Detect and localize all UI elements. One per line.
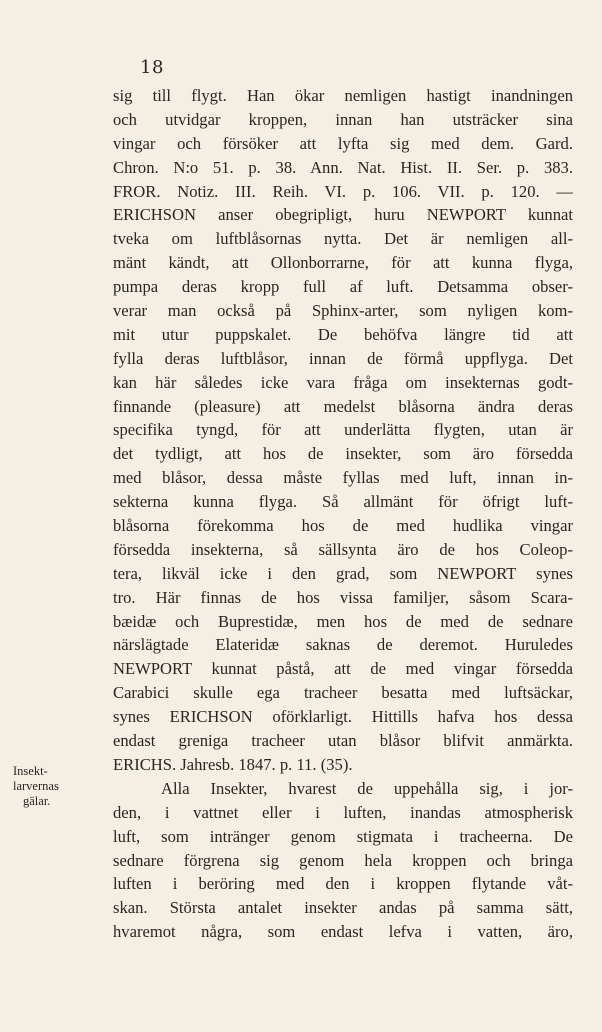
- text-line: tera, likväl icke i den grad, som NEWPORT synes: [113, 563, 573, 583]
- text-line: kan här således icke vara fråga om insekternas godt-: [113, 372, 573, 392]
- text-line: skan. Största antalet insekter andas på samma sätt,: [113, 898, 573, 918]
- text-line: ERICHSON anser obegripligt, huru NEWPORT kunnat: [113, 205, 573, 225]
- text-line: försedda insekterna, så sällsynta äro de hos Coleop-: [113, 539, 573, 559]
- text-line: mänt kändt, att Ollonborrarne, för att kunna flyga,: [113, 253, 573, 273]
- text-line: sekterna kunna flyga. Så allmänt för öfrigt luft-: [113, 492, 573, 512]
- margin-note-line: larvernas: [13, 779, 59, 793]
- margin-note-line: Insekt-: [13, 764, 48, 778]
- text-line: tro. Här finnas de hos vissa familjer, såsom Scara-: [113, 587, 573, 607]
- text-line: med blåsor, dessa måste fyllas med luft, innan in-: [113, 468, 573, 488]
- text-line: endast greniga tracheer utan blåsor blifvit anmärkta.: [113, 731, 573, 751]
- text-line: hvaremot några, som endast lefva i vatten, äro,: [113, 922, 573, 942]
- text-line: vingar och försöker att lyfta sig med dem. Gard.: [113, 133, 573, 153]
- text-line: sig till flygt. Han ökar nemligen hastigt inandningen: [113, 86, 573, 105]
- margin-note: [13, 764, 73, 809]
- text-line: ERICHS. Jahresb. 1847. p. 11. (35).: [113, 754, 353, 774]
- text-line: verar man också på Sphinx-arter, som nyligen kom-: [113, 301, 573, 321]
- page-number: 18: [140, 57, 164, 78]
- text-line: specifika tyngd, för att underlätta flygten, utan är: [113, 420, 573, 440]
- text-line: Carabici skulle ega tracheer besatta med luftsäckar,: [113, 683, 573, 703]
- text-line: sednare förgrena sig genom hela kroppen och bringa: [113, 850, 573, 870]
- text-line: det tydligt, att hos de insekter, som äro försedda: [113, 444, 573, 464]
- text-line: NEWPORT kunnat påstå, att de med vingar försedda: [113, 659, 573, 679]
- text-line: Chron. N:o 51. p. 38. Ann. Nat. Hist. II. Ser. p. 383.: [113, 157, 573, 177]
- text-line: Alla Insekter, hvarest de uppehålla sig, i jor-: [161, 778, 573, 798]
- body-text: [113, 84, 573, 944]
- text-line: och utvidgar kroppen, innan han utsträcker sina: [113, 109, 573, 129]
- text-line: finnande (pleasure) att medelst blåsorna ändra deras: [113, 396, 573, 416]
- text-line: närslägtade Elateridæ saknas de deremot. Huruledes: [113, 635, 573, 655]
- text-line: tveka om luftblåsornas nytta. Det är nemligen all-: [113, 229, 573, 249]
- text-line: den, i vattnet eller i luften, inandas atmospherisk: [113, 802, 573, 822]
- text-line: bæidæ och Buprestidæ, men hos de med de sednare: [113, 611, 573, 631]
- text-line: fylla deras luftblåsor, innan de förmå uppflyga. Det: [113, 348, 573, 368]
- margin-note-line: gälar.: [23, 794, 51, 808]
- text-line: pumpa deras kropp full af luft. Detsamma obser-: [113, 277, 573, 297]
- text-line: synes ERICHSON oförklarligt. Hittills hafva hos dessa: [113, 707, 573, 727]
- text-line: FROR. Notiz. III. Reih. VI. p. 106. VII. p. 120. —: [113, 181, 573, 201]
- text-line: blåsorna förekomma hos de med hudlika vingar: [113, 516, 573, 536]
- text-line: luften i beröring med den i kroppen flytande våt-: [113, 874, 573, 894]
- text-line: luft, som intränger genom stigmata i tracheerna. De: [113, 826, 573, 846]
- text-line: mit utur puppskalet. De behöfva längre tid att: [113, 324, 573, 344]
